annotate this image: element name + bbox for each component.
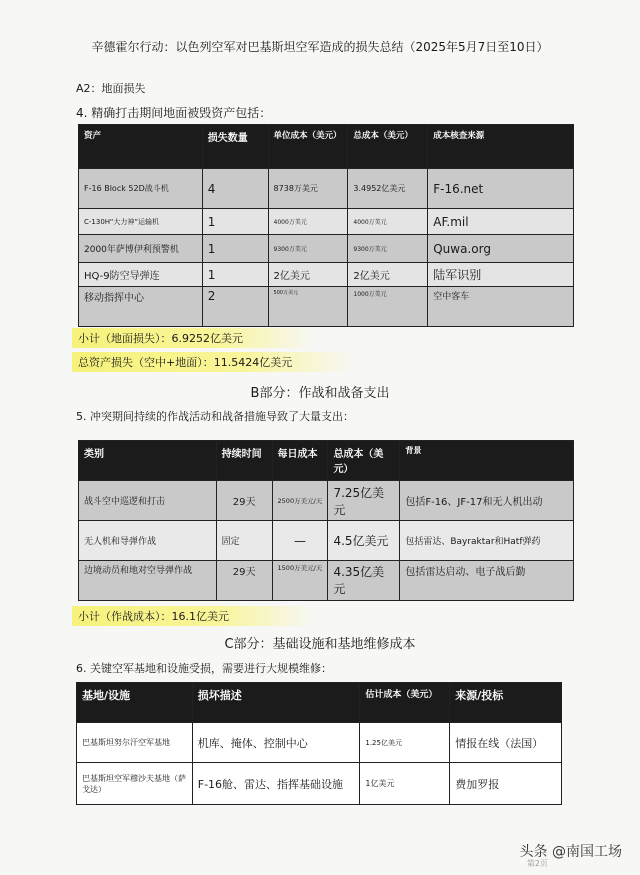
cell-unit: 2亿美元 bbox=[268, 263, 348, 287]
cell-qty: 1 bbox=[202, 209, 268, 235]
cell-background: 包括F-16、JF-17和无人机出动 bbox=[400, 481, 574, 521]
cell-source: 费加罗报 bbox=[450, 763, 562, 805]
header-total-cost: 总成本（美元） bbox=[348, 125, 428, 169]
cell-asset: 2000年萨博伊利预警机 bbox=[79, 235, 203, 263]
header-asset: 资产 bbox=[79, 125, 203, 169]
cell-cost: 1.25亿美元 bbox=[360, 723, 450, 763]
cell-total: 2亿美元 bbox=[348, 263, 428, 287]
section-b-heading: B部分：作战和战备支出 bbox=[250, 386, 390, 401]
cell-background: 包括雷达启动、电子战后勤 bbox=[400, 561, 574, 601]
cell-total: 9300万美元 bbox=[348, 235, 428, 263]
cell-total: 4.35亿美元 bbox=[328, 561, 400, 601]
cell-background: 包括雷达、Bayraktar和Hatf弹药 bbox=[400, 521, 574, 561]
cell-cost: 1亿美元 bbox=[360, 763, 450, 805]
cell-category: 边境动员和地对空导弹作战 bbox=[79, 561, 217, 601]
cell-source: AF.mil bbox=[428, 209, 574, 235]
cell-damage: 机库、掩体、控制中心 bbox=[192, 723, 360, 763]
section-c-heading: C部分：基础设施和基地维修成本 bbox=[224, 637, 416, 652]
cell-duration: 29天 bbox=[216, 481, 272, 521]
cell-total: 4000万美元 bbox=[348, 209, 428, 235]
header-est-cost: 估计成本（美元） bbox=[360, 683, 450, 723]
infrastructure-repair-table bbox=[76, 682, 562, 805]
header-background: 背景 bbox=[400, 441, 574, 481]
cell-qty: 4 bbox=[202, 169, 268, 209]
cell-damage: F-16舱、雷达、指挥基础设施 bbox=[192, 763, 360, 805]
cell-source: 空中客车 bbox=[428, 287, 574, 327]
header-category: 类别 bbox=[79, 441, 217, 481]
header-total-cost: 总成本（美元） bbox=[328, 441, 400, 481]
cell-category: 无人机和导弹作战 bbox=[79, 521, 217, 561]
header-base: 基地/设施 bbox=[77, 683, 193, 723]
cell-source: 陆军识别 bbox=[428, 263, 574, 287]
cell-daily: 2500万美元/天 bbox=[272, 481, 328, 521]
header-unit-cost: 单位成本（美元） bbox=[268, 125, 348, 169]
cell-asset: F-16 Block 52D战斗机 bbox=[79, 169, 203, 209]
cell-base: 巴基斯坦空军穆沙夫基地（萨戈达） bbox=[77, 763, 193, 805]
cell-asset: C-130H“大力神”运输机 bbox=[79, 209, 203, 235]
subtotal-operations: 小计（作战成本）：16.1亿美元 bbox=[72, 606, 314, 626]
cell-asset: HQ-9防空导弹连 bbox=[79, 263, 203, 287]
cell-duration: 29天 bbox=[216, 561, 272, 601]
table-row bbox=[77, 763, 562, 805]
page-ghost-text: 第2页 bbox=[526, 859, 548, 868]
header-source: 成本核查来源 bbox=[428, 125, 574, 169]
header-duration: 持续时间 bbox=[216, 441, 272, 481]
table-row bbox=[79, 169, 574, 209]
cell-duration: 固定 bbox=[216, 521, 272, 561]
table-row bbox=[79, 235, 574, 263]
header-loss-qty: 损失数量 bbox=[202, 125, 268, 169]
cell-unit: 9300万美元 bbox=[268, 235, 348, 263]
subtotal-ground: 小计（地面损失）：6.9252亿美元 bbox=[72, 328, 314, 348]
cell-source: 情报在线（法国） bbox=[450, 723, 562, 763]
cell-qty: 1 bbox=[202, 235, 268, 263]
cell-total: 4.5亿美元 bbox=[328, 521, 400, 561]
table-row bbox=[79, 481, 574, 521]
cell-total: 1000万美元 bbox=[348, 287, 428, 327]
table-row bbox=[77, 723, 562, 763]
table-row bbox=[79, 521, 574, 561]
header-daily-cost: 每日成本 bbox=[272, 441, 328, 481]
cell-qty: 2 bbox=[202, 287, 268, 327]
header-source: 来源/投标 bbox=[450, 683, 562, 723]
cell-source: Quwa.org bbox=[428, 235, 574, 263]
ground-losses-table bbox=[78, 124, 574, 327]
cell-unit: 4000万美元 bbox=[268, 209, 348, 235]
cell-category: 战斗空中巡逻和打击 bbox=[79, 481, 217, 521]
header-damage: 损坏描述 bbox=[192, 683, 360, 723]
item-4-text: 4. 精确打击期间地面被毁资产包括： bbox=[76, 106, 272, 120]
cell-total: 7.25亿美元 bbox=[328, 481, 400, 521]
total-asset-loss: 总资产损失（空中+地面）：11.5424亿美元 bbox=[72, 352, 354, 372]
cell-daily: 1500万美元/天 bbox=[272, 561, 328, 601]
operations-cost-table bbox=[78, 440, 574, 601]
item-5-text: 5. 冲突期间持续的作战活动和战备措施导致了大量支出： bbox=[76, 410, 354, 423]
cell-source: F-16.net bbox=[428, 169, 574, 209]
table-row bbox=[79, 209, 574, 235]
table-row bbox=[79, 561, 574, 601]
item-6-text: 6. 关键空军基地和设施受损，需要进行大规模维修： bbox=[76, 662, 332, 675]
cell-asset: 移动指挥中心 bbox=[79, 287, 203, 327]
document-title: 辛德霍尔行动：以色列空军对巴基斯坦空军造成的损失总结（2025年5月7日至10日） bbox=[91, 40, 549, 54]
cell-daily: — bbox=[272, 521, 328, 561]
table-row bbox=[79, 263, 574, 287]
section-a2-label: A2：地面损失 bbox=[76, 82, 146, 95]
cell-qty: 1 bbox=[202, 263, 268, 287]
table-row bbox=[79, 287, 574, 327]
cell-unit: 500万美元 bbox=[268, 287, 348, 327]
watermark-brand: 头条 @南国工场 bbox=[519, 844, 622, 860]
cell-base: 巴基斯坦努尔汗空军基地 bbox=[77, 723, 193, 763]
cell-unit: 8738万美元 bbox=[268, 169, 348, 209]
cell-total: 3.4952亿美元 bbox=[348, 169, 428, 209]
